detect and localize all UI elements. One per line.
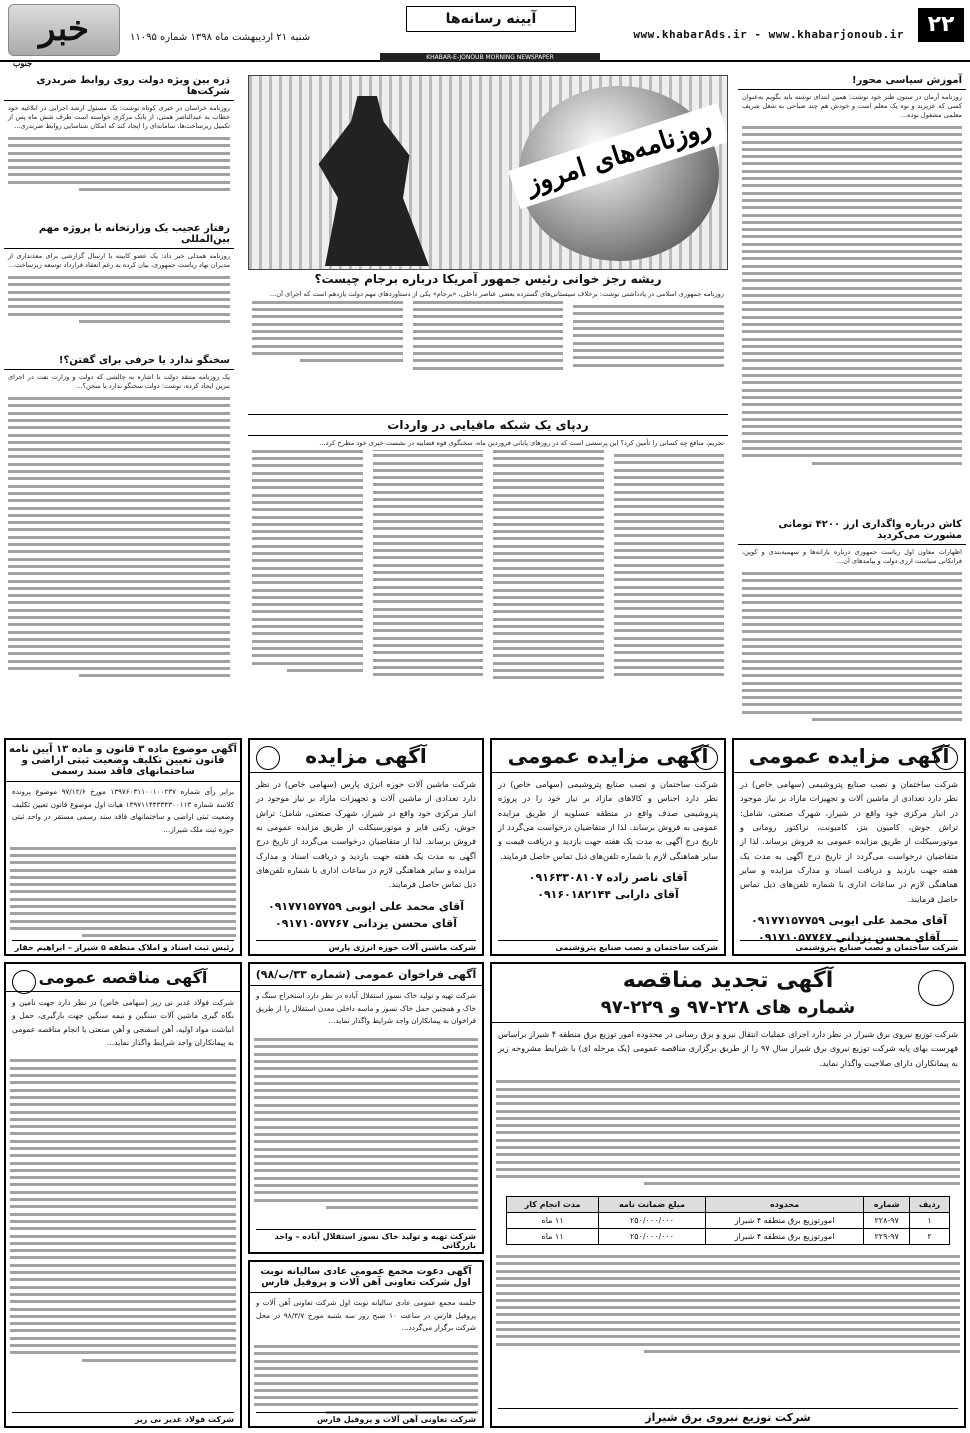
ad-text-lines xyxy=(6,1053,240,1368)
article-currency-4200 xyxy=(738,516,966,736)
table-header: شماره xyxy=(864,1196,910,1212)
article-body: روزنامه خراسان در خبری کوتاه نوشت: یک مسئول ارشد اجرایی در ابلاغیه خود خطاب به عبدالناصر همتی، از بانک مرکزی خواسته است طرف شش ماه پس از تکمیل زیرساخت‌ها، سامانه‌ای را ایجاد کند که امکان شناسایی روابط ضربدری... xyxy=(8,104,230,130)
ad-phone-2: آقای محسن یزدانی ۰۹۱۷۱۰۵۷۷۶۷ xyxy=(274,916,457,930)
table-cell: ۲۲۹-۹۷ xyxy=(864,1228,910,1244)
ad-title: آگهی مزایده عمومی xyxy=(734,740,964,773)
tender-table xyxy=(506,1196,950,1245)
ad-auction-3 xyxy=(248,738,484,956)
table-header: مبلغ ضمانت نامه xyxy=(599,1196,706,1212)
ad-footer: شرکت ماشین آلات حوزه انرژی پارس xyxy=(256,940,476,952)
article-weird-cross-relations xyxy=(4,72,234,212)
article-mafia-imports xyxy=(248,414,728,719)
ad-auction-1 xyxy=(732,738,966,956)
ad-phone-1: آقای محمد علی ایوبی ۰۹۱۷۷۱۵۷۷۵۹ xyxy=(267,899,465,913)
ad-registry-notice xyxy=(4,738,242,956)
ad-phone-1: آقای ناصر زاده ۰۹۱۶۳۳۰۸۱۰۷ xyxy=(528,871,688,885)
article-text-lines xyxy=(738,120,966,471)
ad-title: آگهی دعوت مجمع عمومی عادی سالیانه نوبت اول شرکت تعاونی آهن آلات و پروفیل فارس xyxy=(250,1262,482,1293)
ad-text-lines xyxy=(250,1339,482,1420)
table-header: ردیف xyxy=(910,1196,950,1212)
sub-bar: KHABAR-E-JONOUB MORNING NEWSPAPER xyxy=(380,53,600,62)
ad-text-lines xyxy=(6,840,240,943)
article-political-education xyxy=(738,72,966,512)
ad-footer: شرکت تعاونی آهن آلات و پروفیل فارس xyxy=(256,1412,476,1424)
ad-text-lines xyxy=(492,1249,964,1359)
ad-body: شرکت توزیع نیروی برق شیراز در نظر دارد اجرای عملیات انتقال نیرو و برق رسانی در محدوده امور توزیع برق منطقه ۴ شیراز براساس فهرست بهای پایه شرکت توزیع نیروی برق شیراز سال ۹۷ را از طریق برگزاری مناقصه عمومی (یک مرحله ای) با شرایط مشروحه زیر به پیمانکاران دارای صلاحیت واگذار نماید. xyxy=(498,1029,959,1068)
ad-body: شرکت ماشین آلات حوزه انرژی پارس (سهامی خاص) در نظر دارد تعدادی از ماشین آلات و تجهیزات مازاد بر نیاز موجود در انبار مرکزی خود واقع در شیراز، شهرک صنعتی، شامل: تراش جوش، رکتی فایر و موتورسیکلت از طریق مزایده عمومی به فروش برساند. لذا از متقاضیان درخواست می‌گردد از تاریخ درج آگهی به مدت یک هفته جهت بازدید و دریافت اسناد و مدارک مزایده و سایر هماهنگی لازم در ساعات اداری با شماره تلفن‌های ذیل تماس حاصل فرمایند. xyxy=(256,779,476,890)
ad-body: برابر رأی شماره ۱۳۹۷۶۰۳۱۱۰۰۱۰۰۲۳۷ مورخ ۹۷/۱۲/۶ موضوع پرونده کلاسه شماره ۱۳۹۷۱۱۴۴۳۳۴۳۰۰۱۱۳ هیات اول موضوع قانون تعیین تکلیف وضعیت ثبتی اراضی و ساختمانهای فاقد سند رسمی مستقر در واحد ثبتی حوزه ثبت ملک شیراز... xyxy=(12,787,235,834)
ad-text-lines xyxy=(492,1074,964,1192)
article-title: سخنگو ندارد یا حرفی برای گفتن؟! xyxy=(4,352,234,370)
ad-title: آگهی مناقصه عمومی xyxy=(6,964,240,992)
ad-footer: شرکت فولاد غدیر نی ریز xyxy=(12,1412,234,1424)
table-cell: ۲۵۰/۰۰۰/۰۰۰ xyxy=(599,1212,706,1228)
ad-body: شرکت تهیه و تولید خاک نسوز استقلال آباده در نظر دارد استخراج سنگ و خاک و همچنین حمل خاک نسوز و ماسه داخلی معدن استقلال را از طریق فراخوان به پیمانکاران واجد شرایط واگذار نماید... xyxy=(256,991,476,1026)
hero-image xyxy=(248,75,728,270)
article-body: روزنامه آرمان در ستون طنز خود نوشت: همین ابتدای نوشته باید بگویم به‌عنوان کسی که عزیزند و نوه یک معلم است و خودش هم چند صباحی به شغل شریف معلمی مشغول بوده... xyxy=(742,93,962,119)
ad-phone-2: آقای دارابی ۰۹۱۶۰۱۸۲۱۴۴ xyxy=(537,888,679,902)
table-cell: ۲۵۰/۰۰۰/۰۰۰ xyxy=(599,1228,706,1244)
ad-title: آگهی موضوع ماده ۳ قانون و ماده ۱۳ آیین نامه قانون تعیین تکلیف وضعیت ثبتی اراضی و ساختمانهای فاقد سند رسمی xyxy=(6,740,240,782)
article-text-lines xyxy=(248,299,728,373)
ad-footer: رئیس ثبت اسناد و املاک منطقه ۵ شیراز – ابراهیم حقار xyxy=(12,940,234,952)
dateline: شنبه ۲۱ اردیبهشت ماه ۱۳۹۸ شماره ۱۱۰۹۵ xyxy=(130,32,311,43)
ad-subtitle: شماره های ۲۲۸-۹۷ و ۲۲۹-۹۷ xyxy=(492,997,964,1023)
ad-phone-2: آقای محسن یزدانی ۰۹۱۷۱۰۵۷۷۶۷ xyxy=(757,931,940,945)
ad-title: آگهی تجدید مناقصه xyxy=(622,968,834,993)
article-title: رفتار عجیب یک وزارتخانه با پروژه مهم بین‌المللی xyxy=(4,220,234,249)
article-text-lines xyxy=(4,270,234,329)
article-ministry-behavior xyxy=(4,220,234,350)
company-logo-icon xyxy=(934,746,958,770)
ad-footer: شرکت ساختمان و نصب صنایع پتروشیمی xyxy=(740,940,958,952)
table-row xyxy=(507,1228,950,1244)
article-body: روزنامه همدلی خبر داد: یک عضو کابینه با ارسال گزارشی برای معدنداری از مدیران نهاد ریاست جمهوری، بیان کرده به رغم انعقاد قرارداد توسعه زیرساخت... xyxy=(8,252,230,269)
ad-general-assembly xyxy=(248,1260,484,1428)
company-logo-icon xyxy=(256,746,280,770)
masthead-logo xyxy=(8,4,120,68)
article-text-lines xyxy=(4,391,234,684)
article-body: تحریم، منافع چه کسانی را تأمین کرد؟ این پرسشی است که در روزهای پایانی فروردین ماه، سخنگوی قوه قضاییه در نشست خبری خود مطرح کرد... xyxy=(319,439,724,447)
table-header-row xyxy=(507,1196,950,1212)
ad-footer: شرکت ساختمان و نصب صنایع پتروشیمی xyxy=(498,940,718,952)
article-spokesman xyxy=(4,352,234,712)
table-cell: ۱۱ ماه xyxy=(507,1212,599,1228)
ad-body: جلسه مجمع عمومی عادی سالیانه نوبت اول شرکت تعاونی آهن آلات و پروفیل فارس در ساعت ۱۰ صبح روز سه شنبه مورخ ۹۸/۳/۷ در محل شرکت برگزار می‌گردد... xyxy=(256,1298,476,1333)
table-header: مدت انجام کار xyxy=(507,1196,599,1212)
tavanir-logo-icon xyxy=(918,970,954,1006)
article-jcpoa xyxy=(248,290,728,408)
hero-overlay-text: روزنامه‌های امروز xyxy=(508,103,728,209)
article-body: اظهارات معاون اول ریاست جمهوری درباره یارانه‌ها و سهمیه‌بندی و کوپن، فراتکانی سیاست ارزی دولت و پیامدهای آن... xyxy=(742,548,962,565)
table-row xyxy=(507,1212,950,1228)
article-text-lines xyxy=(4,131,234,198)
ad-auction-2 xyxy=(490,738,726,956)
ad-text-lines xyxy=(250,1032,482,1215)
article-text-lines xyxy=(738,566,966,728)
section-title: آیینه رسانه‌ها xyxy=(406,6,576,32)
article-body: روزنامه جمهوری اسلامی در یادداشتی نوشت: برخلاف سیستانی‌های گسترده بعضی عناصر داخلی، «برجام» یکی از دستاوردهای مهم دولت یازدهم است که اجرای آن... xyxy=(269,290,724,298)
article-title: ذره بین ویژه دولت روی روابط ضربدری شرکت‌ها xyxy=(4,72,234,101)
ad-body: شرکت ساختمان و نصب صنایع پتروشیمی (سهامی خاص) در نظر دارد اجناس و کالاهای مازاد بر نیاز خود را در پروژه پتروشیمی صدف واقع در منطقه عسلویه از طریق مزایده عمومی به فروش برساند. لذا از متقاضیان درخواست می‌گردد از تاریخ درج آگهی به مدت یک هفته جهت بازدید و دریافت قیمت و سایر هماهنگی لازم با شماره تلفن‌های ذیل تماس حاصل فرمایند. xyxy=(498,779,718,861)
ad-body: شرکت فولاد غدیر نی ریز (سهامی خاص) در نظر دارد جهت تامین و نگاه گیری ماشین آلات سنگین و نیمه سنگین جهت بارگیری، حمل و انباشت مواد اولیه، آهن اسفنجی و آهن صنعتی با انجام مناقصه عمومی به پیمانکاران واجد شرایط واگذار نماید... xyxy=(12,998,234,1047)
company-logo-icon xyxy=(694,746,718,770)
table-cell: ۲ xyxy=(910,1228,950,1244)
site-urls[interactable]: www.khabarAds.ir - www.khabarjonoub.ir xyxy=(633,28,904,41)
table-cell: ۱ xyxy=(910,1212,950,1228)
ad-footer: شرکت توزیع نیروی برق شیراز xyxy=(498,1408,958,1424)
ad-call-refractory xyxy=(248,962,484,1254)
ad-footer: شرکت تهیه و تولید خاک نسوز استقلال آباده – واحد بازرگانی xyxy=(256,1229,476,1250)
table-cell: امورتوزیع برق منطقه ۴ شیراز xyxy=(706,1228,864,1244)
article-title: کاش درباره واگذاری ارز ۴۲۰۰ تومانی مشورت می‌کردید xyxy=(738,516,966,545)
masthead-subtext: جنوب xyxy=(13,58,33,68)
hero-headline: ریشه رجز خوانی رئیس جمهور آمریکا درباره برجام چیست؟ xyxy=(314,272,662,286)
article-body: یک روزنامه منتقد دولت با اشاره به چالشی که دولت و وزارت نفت در اجرای بنزین ایجاد کرده، نوشت: دولت سخنگو ندارد یا سخن؟... xyxy=(8,373,230,390)
ad-title: آگهی مزایده xyxy=(250,740,482,773)
article-title: آموزش سیاسی محور! xyxy=(738,72,966,90)
article-title: ردپای یک شبکه مافیایی در واردات xyxy=(248,415,728,436)
table-cell: ۲۲۸-۹۷ xyxy=(864,1212,910,1228)
page-header xyxy=(0,0,970,68)
ad-phone-1: آقای محمد علی ایوبی ۰۹۱۷۷۱۵۷۷۵۹ xyxy=(750,914,948,928)
ad-tender-electricity xyxy=(490,962,966,1428)
ad-tender-steel xyxy=(4,962,242,1428)
table-header: محدوده xyxy=(706,1196,864,1212)
reading-man-silhouette xyxy=(299,96,429,266)
company-logo-icon xyxy=(12,970,36,994)
page-number: ۲۲ xyxy=(918,8,964,42)
ad-body: شرکت ساختمان و نصب صنایع پتروشیمی (سهامی خاص) در نظر دارد تعدادی از ماشین آلات و تجهیزات مازاد بر نیاز موجود در انبار مرکزی خود واقع در شیراز، شهرک صنعتی، شامل: تراش جوش، کامیون بنز، کامیونت، تراکتور رومانی و موتورسیکلت از طریق مزایده عمومی به فروش برساند. لذا از متقاضیان درخواست می‌گردد از تاریخ درج آگهی به مدت یک هفته جهت بازدید و دریافت اسناد و مدارک مزایده و سایر هماهنگی لازم در ساعات اداری با شماره تلفن‌های ذیل تماس حاصل فرمایند. xyxy=(740,779,958,904)
article-text-lines xyxy=(248,448,728,681)
table-cell: ۱۱ ماه xyxy=(507,1228,599,1244)
ad-title: آگهی فراخوان عمومی (شماره ۳۳/ب/۹۸) xyxy=(250,964,482,986)
masthead-text: خبر xyxy=(38,9,90,49)
ad-title: آگهی مزایده عمومی xyxy=(492,740,724,773)
table-cell: امورتوزیع برق منطقه ۴ شیراز xyxy=(706,1212,864,1228)
